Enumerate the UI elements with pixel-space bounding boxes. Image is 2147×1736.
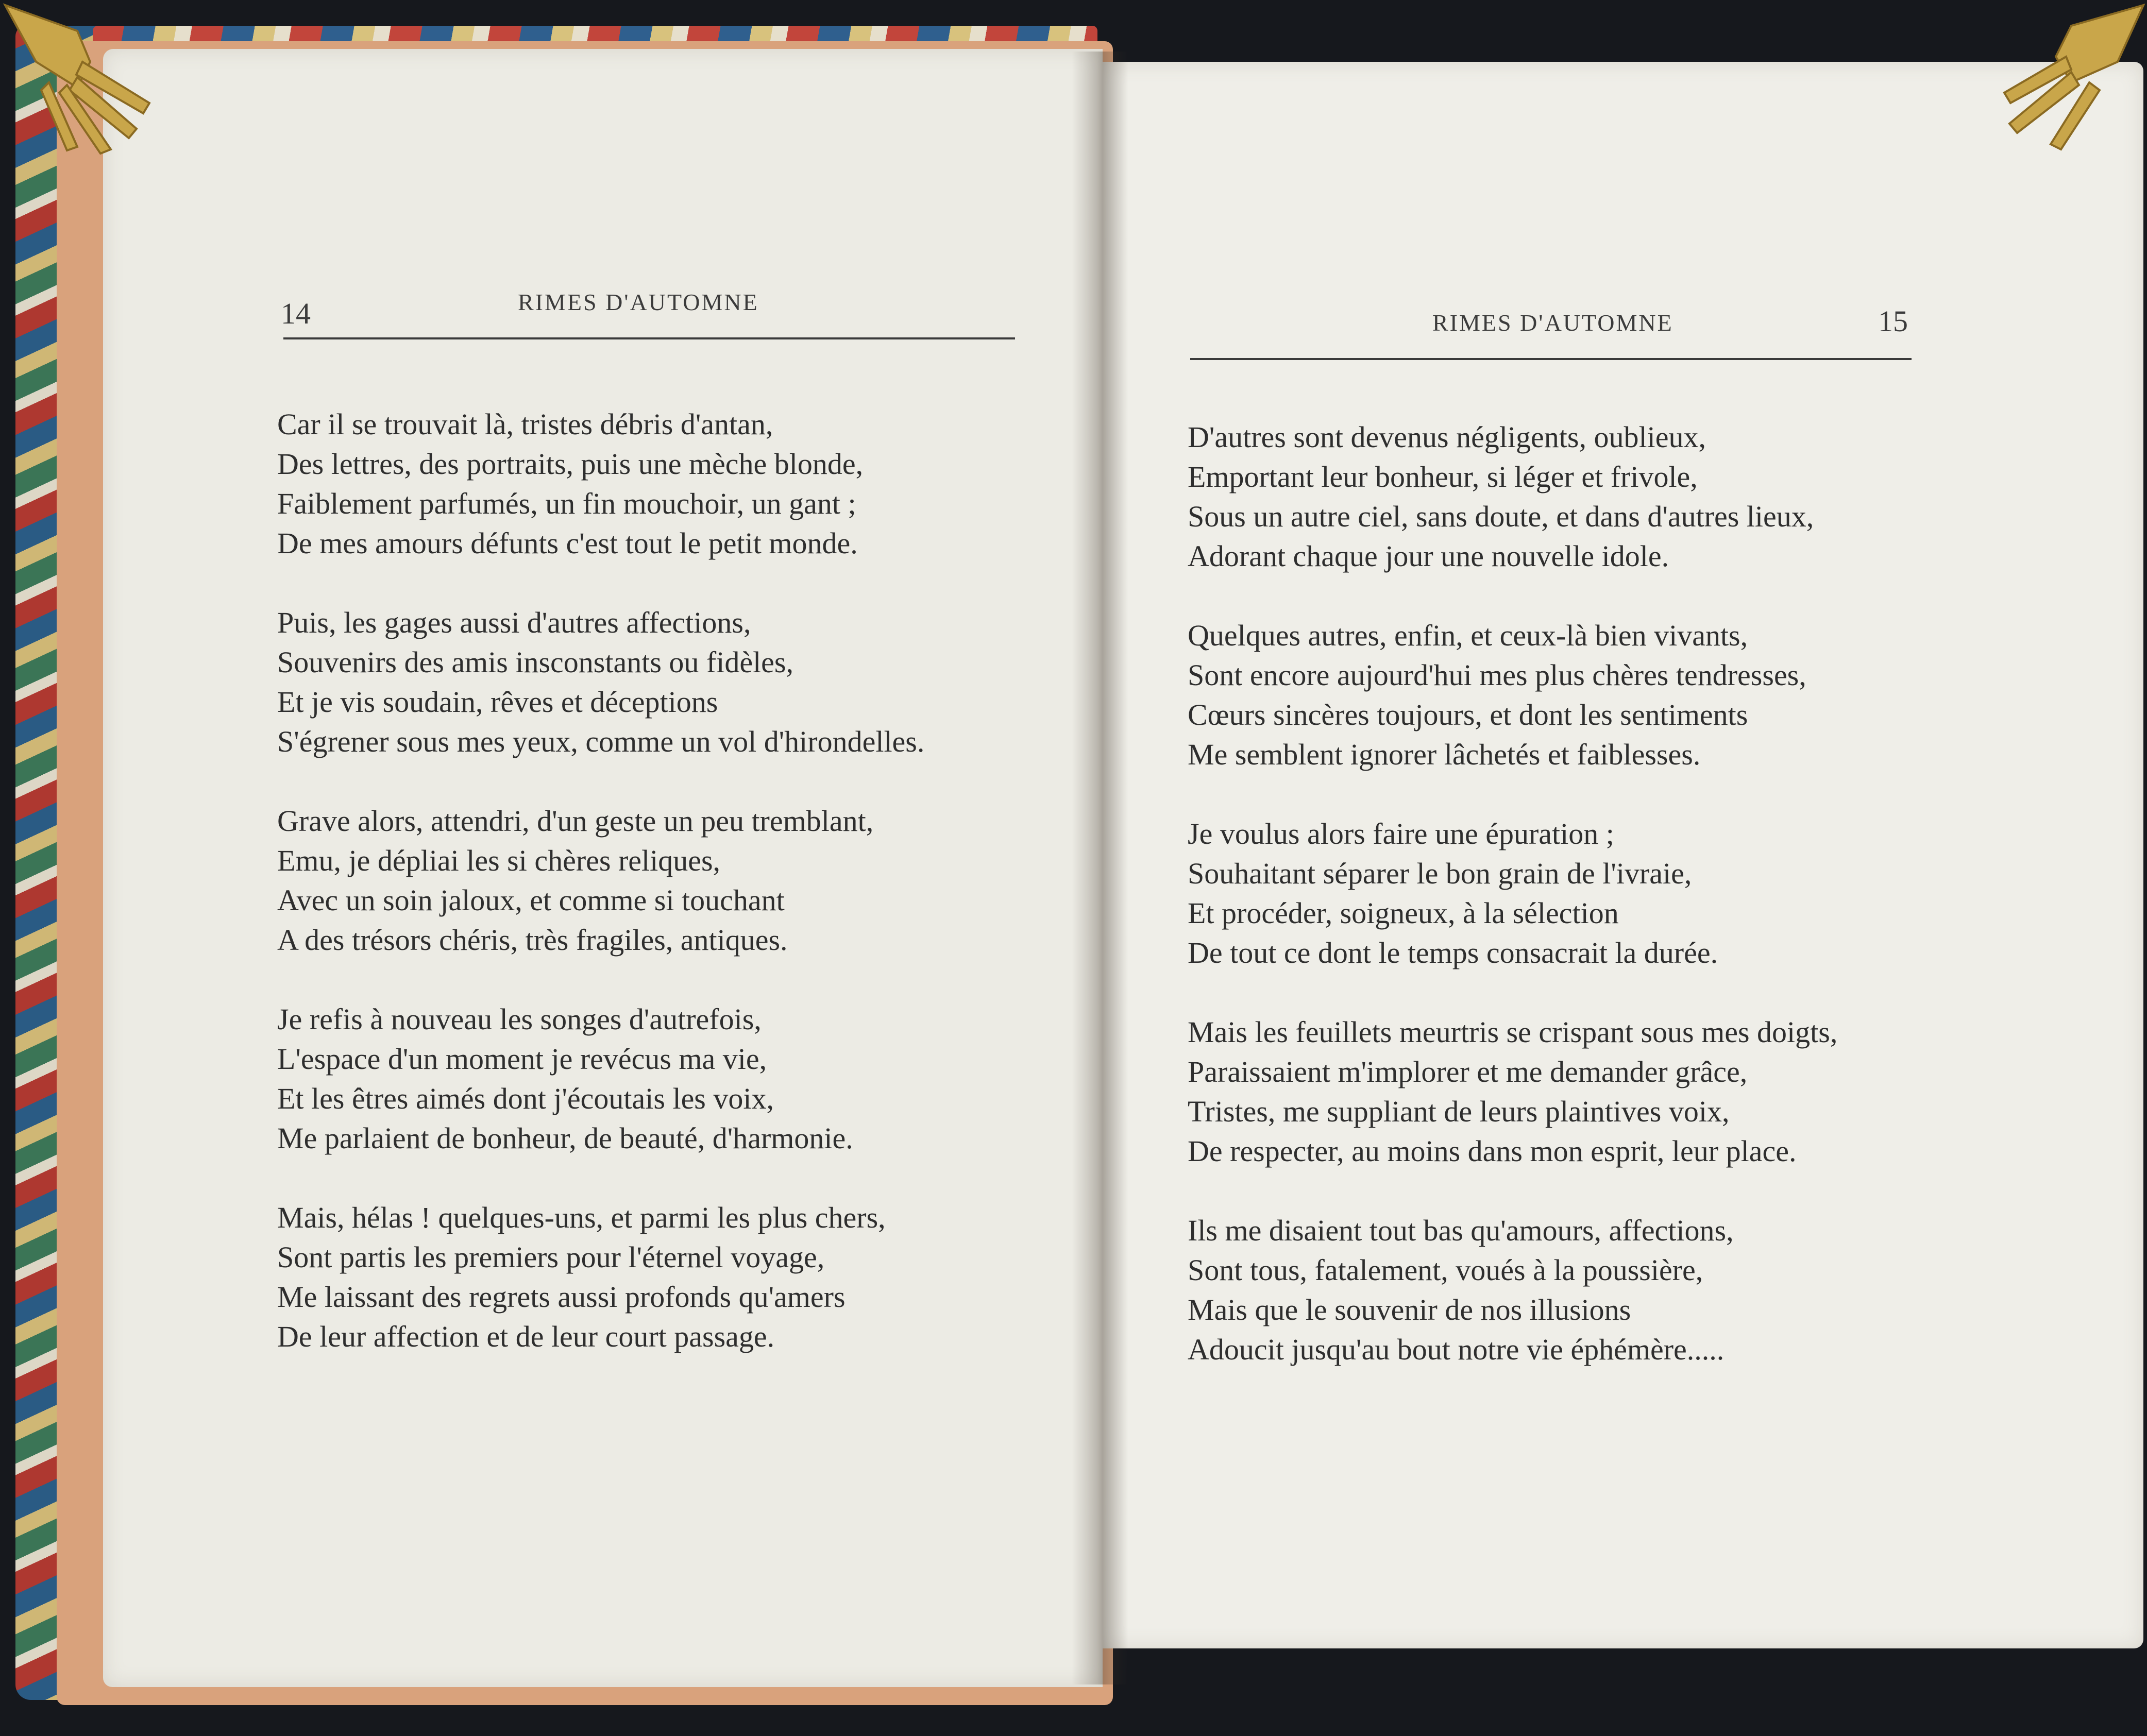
stanza bbox=[1188, 814, 1837, 973]
verse-line: Me semblent ignorer lâchetés et faiblesses. bbox=[1188, 738, 1701, 771]
verse-line: Ils me disaient tout bas qu'amours, affections, bbox=[1188, 1214, 1734, 1247]
running-head-right: RIMES D'AUTOMNE bbox=[1432, 310, 1673, 336]
stanza bbox=[277, 999, 924, 1158]
verse-line: Je refis à nouveau les songes d'autrefois, bbox=[277, 1002, 762, 1036]
verse-line: Avec un soin jaloux, et comme si touchant bbox=[277, 883, 785, 917]
stanza bbox=[1188, 417, 1837, 576]
verse-line: Grave alors, attendri, d'un geste un peu tremblant, bbox=[277, 804, 874, 838]
verse-line: Paraissaient m'implorer et me demander grâce, bbox=[1188, 1055, 1748, 1088]
running-head-left: RIMES D'AUTOMNE bbox=[518, 289, 759, 315]
verse-line: S'égrener sous mes yeux, comme un vol d'hirondelles. bbox=[277, 725, 925, 758]
verse-line: Et je vis soudain, rêves et déceptions bbox=[277, 685, 718, 719]
verse-line: Cœurs sincères toujours, et dont les sentiments bbox=[1188, 698, 1748, 731]
verse-line: Sont partis les premiers pour l'éternel voyage, bbox=[277, 1240, 825, 1274]
verse-line: Souhaitant séparer le bon grain de l'ivraie, bbox=[1188, 857, 1692, 890]
verse-line: Sont encore aujourd'hui mes plus chères tendresses, bbox=[1188, 658, 1806, 692]
verse-line: Mais que le souvenir de nos illusions bbox=[1188, 1293, 1631, 1326]
right-page bbox=[1103, 62, 2143, 1648]
verse-line: Mais les feuillets meurtris se crispant sous mes doigts, bbox=[1188, 1015, 1838, 1049]
right-poem bbox=[1188, 417, 1837, 1369]
verse-line: De leur affection et de leur court passage. bbox=[277, 1320, 775, 1353]
verse-line: Emportant leur bonheur, si léger et frivole, bbox=[1188, 460, 1698, 493]
stanza bbox=[1188, 1211, 1837, 1369]
verse-line: L'espace d'un moment je revécus ma vie, bbox=[277, 1042, 767, 1076]
page-number-right: 15 bbox=[1878, 304, 1908, 338]
verse-line: De tout ce dont le temps consacrait la durée. bbox=[1188, 936, 1718, 969]
verse-line: Emu, je dépliai les si chères reliques, bbox=[277, 844, 721, 877]
page-number-left: 14 bbox=[281, 297, 311, 330]
left-poem bbox=[277, 404, 924, 1356]
book-gutter bbox=[1072, 52, 1128, 1684]
verse-line: Sous un autre ciel, sans doute, et dans d'autres lieux, bbox=[1188, 500, 1814, 533]
verse-line: D'autres sont devenus négligents, oublieux, bbox=[1188, 420, 1706, 454]
verse-line: Je voulus alors faire une épuration ; bbox=[1188, 817, 1614, 850]
stanza bbox=[277, 404, 924, 563]
verse-line: Me parlaient de bonheur, de beauté, d'harmonie. bbox=[277, 1121, 853, 1155]
verse-line: Des lettres, des portraits, puis une mèche blonde, bbox=[277, 447, 864, 481]
verse-line: Adorant chaque jour une nouvelle idole. bbox=[1188, 539, 1669, 573]
brass-hand-left-icon bbox=[0, 0, 155, 155]
stanza bbox=[277, 1198, 924, 1356]
verse-line: Adoucit jusqu'au bout notre vie éphémère..... bbox=[1188, 1333, 1725, 1366]
verse-line: Sont tous, fatalement, voués à la poussière, bbox=[1188, 1253, 1703, 1287]
verse-line: Car il se trouvait là, tristes débris d'antan, bbox=[277, 407, 773, 441]
verse-line: De respecter, au moins dans mon esprit, leur place. bbox=[1188, 1134, 1797, 1168]
header-rule-right bbox=[1190, 358, 1912, 360]
header-rule-left bbox=[283, 337, 1015, 339]
verse-line: Quelques autres, enfin, et ceux-là bien vivants, bbox=[1188, 619, 1748, 652]
left-page bbox=[103, 49, 1103, 1687]
stanza bbox=[277, 801, 924, 960]
verse-line: Faiblement parfumés, un fin mouchoir, un gant ; bbox=[277, 487, 856, 520]
brass-hand-right-icon bbox=[1994, 0, 2147, 155]
verse-line: Souvenirs des amis insconstants ou fidèles, bbox=[277, 645, 794, 679]
verse-line: Tristes, me suppliant de leurs plaintives voix, bbox=[1188, 1095, 1730, 1128]
verse-line: Puis, les gages aussi d'autres affections, bbox=[277, 606, 751, 639]
stanza bbox=[1188, 1012, 1837, 1171]
stanza bbox=[277, 603, 924, 761]
verse-line: Me laissant des regrets aussi profonds qu'amers bbox=[277, 1280, 846, 1314]
verse-line: Mais, hélas ! quelques-uns, et parmi les plus chers, bbox=[277, 1201, 886, 1234]
verse-line: De mes amours défunts c'est tout le petit monde. bbox=[277, 526, 858, 560]
verse-line: Et procéder, soigneux, à la sélection bbox=[1188, 896, 1619, 930]
verse-line: A des trésors chéris, très fragiles, antiques. bbox=[277, 923, 788, 957]
stanza bbox=[1188, 616, 1837, 774]
verse-line: Et les êtres aimés dont j'écoutais les voix, bbox=[277, 1082, 774, 1115]
